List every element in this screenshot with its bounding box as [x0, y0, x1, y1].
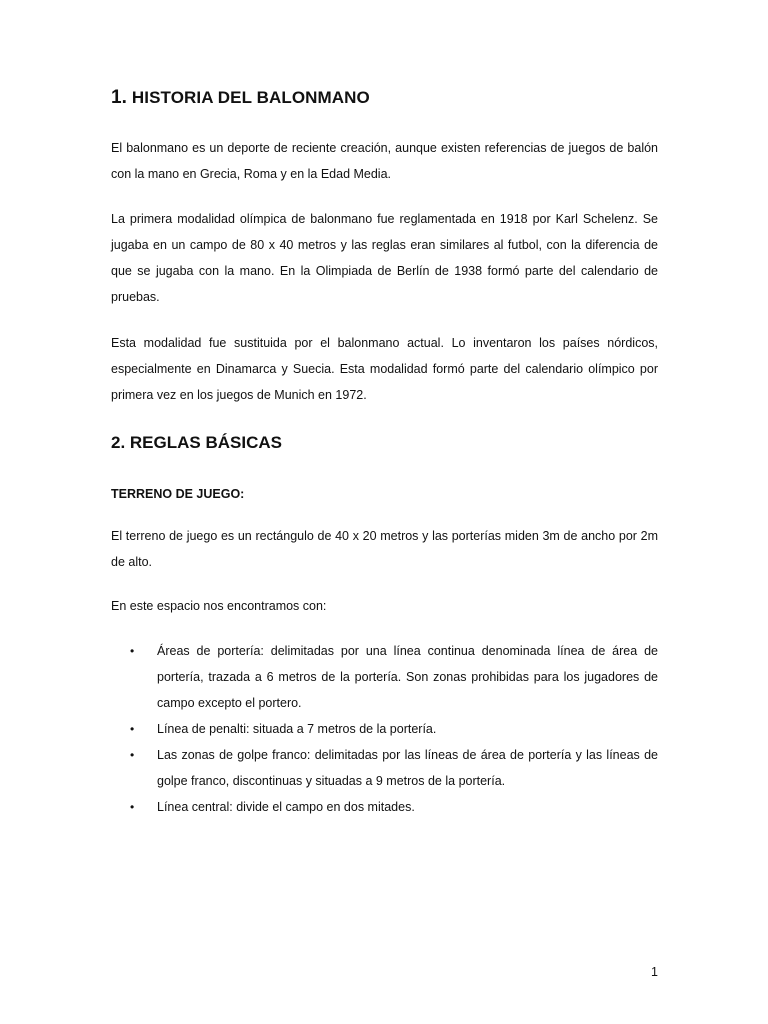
section-1-title: HISTORIA DEL BALONMANO	[131, 88, 370, 107]
bullet-icon: •	[130, 644, 135, 658]
bullet-icon: •	[130, 722, 135, 736]
list-item	[111, 742, 658, 794]
document-page	[111, 0, 658, 1024]
field-description-paragraph: El terreno de juego es un rectángulo de 40 x 20 metros y las porterías miden 3m de ancho por 2m de alto.	[111, 529, 658, 569]
field-areas-intro: En este espacio nos encontramos con:	[111, 599, 327, 613]
list-item-text: Línea de penalti: situada a 7 metros de la portería.	[157, 722, 437, 736]
section-1-number: 1.	[111, 87, 128, 108]
bullet-icon: •	[130, 800, 135, 814]
field-areas-list	[111, 638, 658, 820]
list-item-text: Línea central: divide el campo en dos mitades.	[157, 800, 415, 814]
list-item-text: Áreas de portería: delimitadas por una línea continua denominada línea de área de portería, trazada a 6 metros de la portería. Son zonas prohibidas para los jugadores de campo excepto el portero.	[157, 644, 658, 710]
history-paragraph-1: El balonmano es un deporte de reciente creación, aunque existen referencias de juegos de balón con la mano en Grecia, Roma y en la Edad Media.	[111, 141, 658, 181]
bullet-icon: •	[130, 748, 135, 762]
list-item	[111, 716, 658, 742]
history-paragraph-2: La primera modalidad olímpica de balonmano fue reglamentada en 1918 por Karl Schelenz. Se jugaba en un campo de 80 x 40 metros y las reglas eran similares al futbol, con la diferencia de que se jugaba con la mano. En la Olimpiada de Berlín de 1938 formó parte del calendario de pruebas.	[111, 212, 658, 304]
playing-field-subheading: TERRENO DE JUEGO:	[111, 487, 245, 501]
list-item	[111, 794, 658, 820]
history-paragraph-3: Esta modalidad fue sustituida por el balonmano actual. Lo inventaron los países nórdicos, especialmente en Dinamarca y Suecia. Esta modalidad formó parte del calendario olímpico por primera vez en los juegos de Munich en 1972.	[111, 336, 658, 402]
list-item	[111, 638, 658, 716]
section-1-heading	[111, 86, 370, 110]
list-item-text: Las zonas de golpe franco: delimitadas por las líneas de área de portería y las líneas de golpe franco, discontinuas y situadas a 9 metros de la portería.	[157, 748, 658, 788]
page-number: 1	[651, 965, 658, 979]
section-2-heading: 2. REGLAS BÁSICAS	[111, 433, 282, 452]
